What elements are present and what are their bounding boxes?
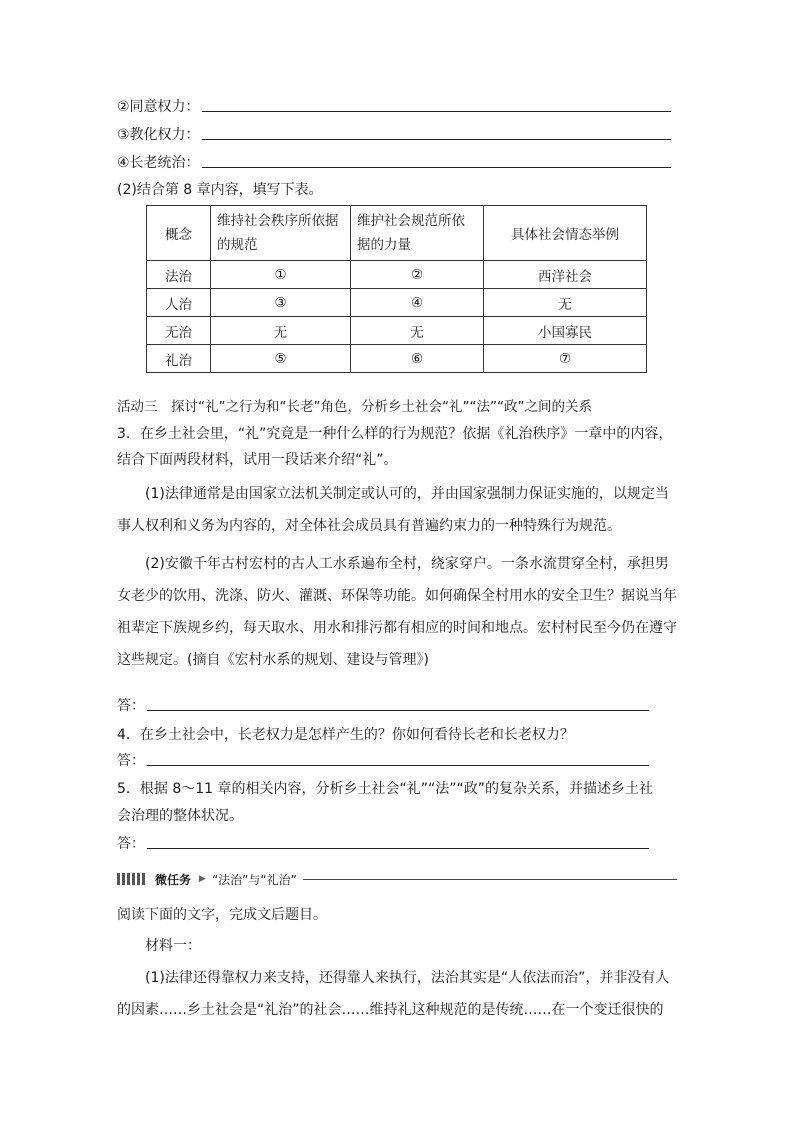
question-5-line-2: 会治理的整体状况。 <box>117 808 243 824</box>
concept-table <box>146 205 647 373</box>
table-header: 维持社会秩序所依据的规范 <box>211 206 351 261</box>
table-intro: (2)结合第 8 章内容，填写下表。 <box>117 182 323 198</box>
answer-label: 答： <box>117 836 145 852</box>
stripes-icon <box>117 873 147 885</box>
material-one-text: (1)法律还得靠权力来支持，还得靠人来执行，法治其实是“人依法而治”，并非没有人的因素……乡土社会是“礼治”的社会……维持礼这种规范的是传统……在一个变迁很快的 <box>117 970 670 1018</box>
table-cell: 无治 <box>147 317 211 345</box>
table-cell: ⑤ <box>211 345 351 373</box>
reading-intro: 阅读下面的文字，完成文后题目。 <box>117 907 327 923</box>
answer-line-q3 <box>117 695 649 715</box>
table-cell: 无 <box>484 289 647 317</box>
table-cell: 小国寡民 <box>484 317 647 345</box>
banner-divider <box>303 878 677 880</box>
table-cell: ⑥ <box>351 345 484 373</box>
material-paragraph-1: (1)法律通常是由国家立法机关制定或认可的，并由国家强制力保证实施的，以规定当事人权利和义务为内容的，对全体社会成员具有普遍约束力的一种特殊行为规范。 <box>117 486 669 534</box>
table-row <box>147 345 647 373</box>
answer-line-q5 <box>117 833 649 853</box>
question-3-line-1: 3．在乡土社会里，“礼”究竟是一种什么样的行为规范？依据《礼治秩序》一章中的内容， <box>117 426 673 442</box>
table-header: 维护社会规范所依据的力量 <box>351 206 484 261</box>
table-row <box>147 261 647 289</box>
answer-line-q4 <box>117 750 649 770</box>
table-row <box>147 317 647 345</box>
table-cell: 无 <box>211 317 351 345</box>
blank-line[interactable] <box>202 166 671 168</box>
answer-label: 答： <box>117 698 145 714</box>
fill-label: ④长老统治： <box>117 155 200 171</box>
fill-label: ③教化权力： <box>117 127 200 143</box>
banner-topic: “法治”与“礼治” <box>211 872 297 887</box>
blank-line[interactable] <box>147 709 649 711</box>
table-cell: ④ <box>351 289 484 317</box>
table-cell: ① <box>211 261 351 289</box>
question-3-line-2: 结合下面两段材料，试用一段话来介绍“礼”。 <box>117 452 398 468</box>
table-cell: 西洋社会 <box>484 261 647 289</box>
fill-line-consent-power <box>117 96 671 116</box>
table-cell: 无 <box>351 317 484 345</box>
question-4: 4．在乡土社会中，长老权力是怎样产生的？你如何看待长老和长老权力？ <box>117 727 574 743</box>
banner-tag: 微任务 <box>155 872 192 887</box>
activity-three-title: 活动三 探讨“礼”之行为和“长老”角色，分析乡土社会“礼”“法”“政”之间的关系 <box>117 399 592 415</box>
answer-label: 答： <box>117 753 145 769</box>
fill-line-elder-rule <box>117 152 671 172</box>
table-header: 具体社会情态举例 <box>484 206 647 261</box>
question-5-line-1: 5．根据 8～11 章的相关内容，分析乡土社会“礼”“法”“政”的复杂关系，并描述乡土社 <box>117 781 654 797</box>
table-cell: 人治 <box>147 289 211 317</box>
table-header: 概念 <box>147 206 211 261</box>
table-cell: ⑦ <box>484 345 647 373</box>
table-cell: 礼治 <box>147 345 211 373</box>
micro-task-banner <box>117 870 677 888</box>
triangle-right-icon: ▶ <box>199 874 206 884</box>
fill-label: ②同意权力： <box>117 99 200 115</box>
table-cell: ② <box>351 261 484 289</box>
material-one-label: 材料一： <box>145 938 201 954</box>
blank-line[interactable] <box>202 138 671 140</box>
blank-line[interactable] <box>202 110 671 112</box>
blank-line[interactable] <box>147 847 649 849</box>
table-cell: ③ <box>211 289 351 317</box>
blank-line[interactable] <box>147 764 649 766</box>
fill-line-education-power <box>117 124 671 144</box>
material-paragraph-2: (2)安徽千年古村宏村的古人工水系遍布全村，绕家穿户。一条水流贯穿全村，承担男女老少的饮用、洗涤、防火、灌溉、环保等功能。如何确保全村用水的安全卫生？据说当年祖辈定下族规乡约，每天取水、用水和排污都有相应的时间和地点。宏村村民至今仍在遵守这些规定。(摘自《宏村水系的规划、建设与管理》) <box>117 556 677 668</box>
table-row <box>147 289 647 317</box>
table-cell: 法治 <box>147 261 211 289</box>
